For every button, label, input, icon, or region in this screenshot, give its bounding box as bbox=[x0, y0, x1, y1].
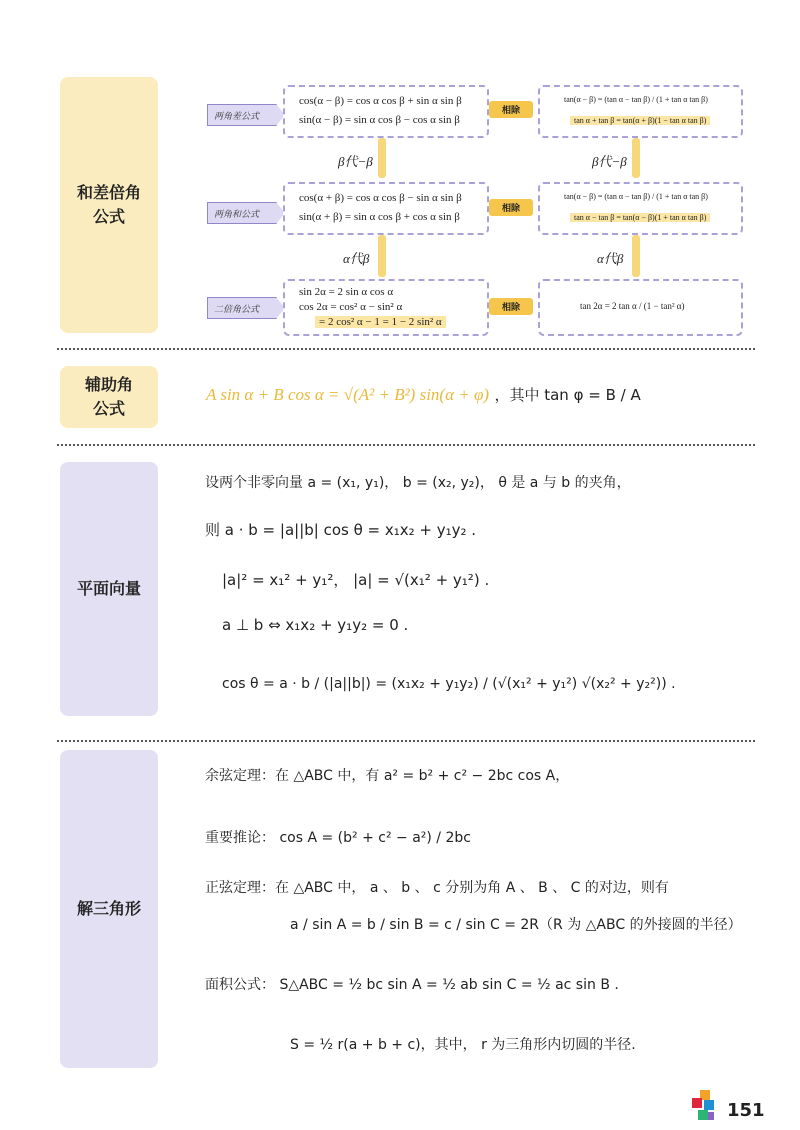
aux-suffix: ，其中 tan φ = B / A bbox=[494, 386, 641, 404]
publisher-logo-icon bbox=[692, 1090, 720, 1124]
sine-law-line-2: a / sin A = b / sin B = c / sin C = 2R（R 为 △ABC 的外接圆的半径） bbox=[290, 917, 742, 933]
vector-line-5: cos θ = a · b / (|a||b|) = (x₁x₂ + y₁y₂) / (√(x₁² + y₁²) √(x₂² + y₂²)) . bbox=[222, 676, 676, 692]
connector-bar-left-2 bbox=[378, 235, 386, 277]
flag-sum-formula: 两角和公式 bbox=[207, 202, 277, 224]
box-sum-cos-sin bbox=[283, 182, 489, 235]
divide-button-3: 相除 bbox=[489, 298, 533, 315]
double-tan-formula: tan 2α = 2 tan α / (1 − tan² α) bbox=[580, 301, 685, 311]
diff-tan-sum-identity: tan α + tan β = tan(α + β)(1 − tan α tan β) bbox=[570, 116, 710, 125]
diff-tan-formula: tan(α − β) = (tan α − tan β) / (1 + tan α tan β) bbox=[564, 95, 708, 104]
connector-bar-right-1 bbox=[632, 138, 640, 178]
double-cos-identity: = 2 cos² α − 1 = 1 − 2 sin² α bbox=[315, 316, 446, 328]
box-diff-tan bbox=[538, 85, 743, 138]
sum-tan-formula: tan(α − β) = (tan α − tan β) / (1 + tan α tan β) bbox=[564, 192, 708, 201]
flag-double-angle: 二倍角公式 bbox=[207, 297, 277, 319]
section-tag-vector: 平面向量 bbox=[60, 462, 158, 716]
area-formula-1: 面积公式： S△ABC = ½ bc sin A = ½ ab sin C = ½ ac sin B . bbox=[205, 977, 619, 993]
vector-line-3: |a|² = x₁² + y₁²， |a| = √(x₁² + y₁²) . bbox=[222, 571, 490, 589]
substitute-label-left-1: β代−β bbox=[338, 154, 373, 169]
connector-bar-left-1 bbox=[378, 138, 386, 178]
sum-tan-diff-identity: tan α − tan β = tan(α − β)(1 + tan α tan β) bbox=[570, 213, 710, 222]
box-double-angle bbox=[283, 279, 489, 336]
substitute-label-left-2: α代β bbox=[343, 251, 370, 266]
vector-line-4: a ⊥ b ⇔ x₁x₂ + y₁y₂ = 0 . bbox=[222, 616, 409, 634]
box-sum-tan bbox=[538, 182, 743, 235]
diff-sin-line: sin(α − β) = sin α cos β − cos α sin β bbox=[299, 114, 460, 126]
page-number: 151 bbox=[727, 1100, 765, 1121]
flag-diff-formula: 两角差公式 bbox=[207, 104, 277, 126]
sine-law-line-1: 正弦定理：在 △ABC 中， a 、 b 、 c 分别为角 A 、 B 、 C 的对边，则有 bbox=[205, 880, 669, 896]
section-tag-triangle: 解三角形 bbox=[60, 750, 158, 1068]
vector-line-2: 则 a · b = |a||b| cos θ = x₁x₂ + y₁y₂ . bbox=[205, 521, 477, 539]
sum-cos-line: cos(α + β) = cos α cos β − sin α sin β bbox=[299, 192, 462, 204]
area-formula-2: S = ½ r(a + b + c)，其中， r 为三角形内切圆的半径. bbox=[290, 1037, 636, 1053]
double-cos-line: cos 2α = cos² α − sin² α bbox=[299, 301, 403, 313]
diff-cos-line: cos(α − β) = cos α cos β + sin α sin β bbox=[299, 95, 462, 107]
divider-2 bbox=[57, 444, 755, 446]
divider-1 bbox=[57, 348, 755, 350]
connector-bar-right-2 bbox=[632, 235, 640, 277]
section-tag-aux: 辅助角 公式 bbox=[60, 366, 158, 428]
divide-button-1: 相除 bbox=[489, 101, 533, 118]
substitute-label-right-2: α代β bbox=[597, 251, 624, 266]
double-sin-line: sin 2α = 2 sin α cos α bbox=[299, 286, 394, 298]
divider-3 bbox=[57, 740, 755, 742]
sum-sin-line: sin(α + β) = sin α cos β + cos α sin β bbox=[299, 211, 460, 223]
vector-line-1: 设两个非零向量 a = (x₁, y₁)， b = (x₂, y₂)， θ 是 a 与 b 的夹角， bbox=[205, 475, 631, 491]
cosine-inference: 重要推论： cos A = (b² + c² − a²) / 2bc bbox=[205, 830, 471, 846]
cosine-law: 余弦定理：在 △ABC 中，有 a² = b² + c² − 2bc cos A， bbox=[205, 768, 570, 784]
aux-formula-row bbox=[206, 384, 641, 405]
divide-button-2: 相除 bbox=[489, 199, 533, 216]
section-tag-sum-diff: 和差倍角 公式 bbox=[60, 77, 158, 333]
substitute-label-right-1: β代−β bbox=[592, 154, 627, 169]
aux-formula: A sin α + B cos α = √(A² + B²) sin(α + φ) bbox=[206, 385, 490, 404]
box-double-tan bbox=[538, 279, 743, 336]
box-diff-cos-sin bbox=[283, 85, 489, 138]
